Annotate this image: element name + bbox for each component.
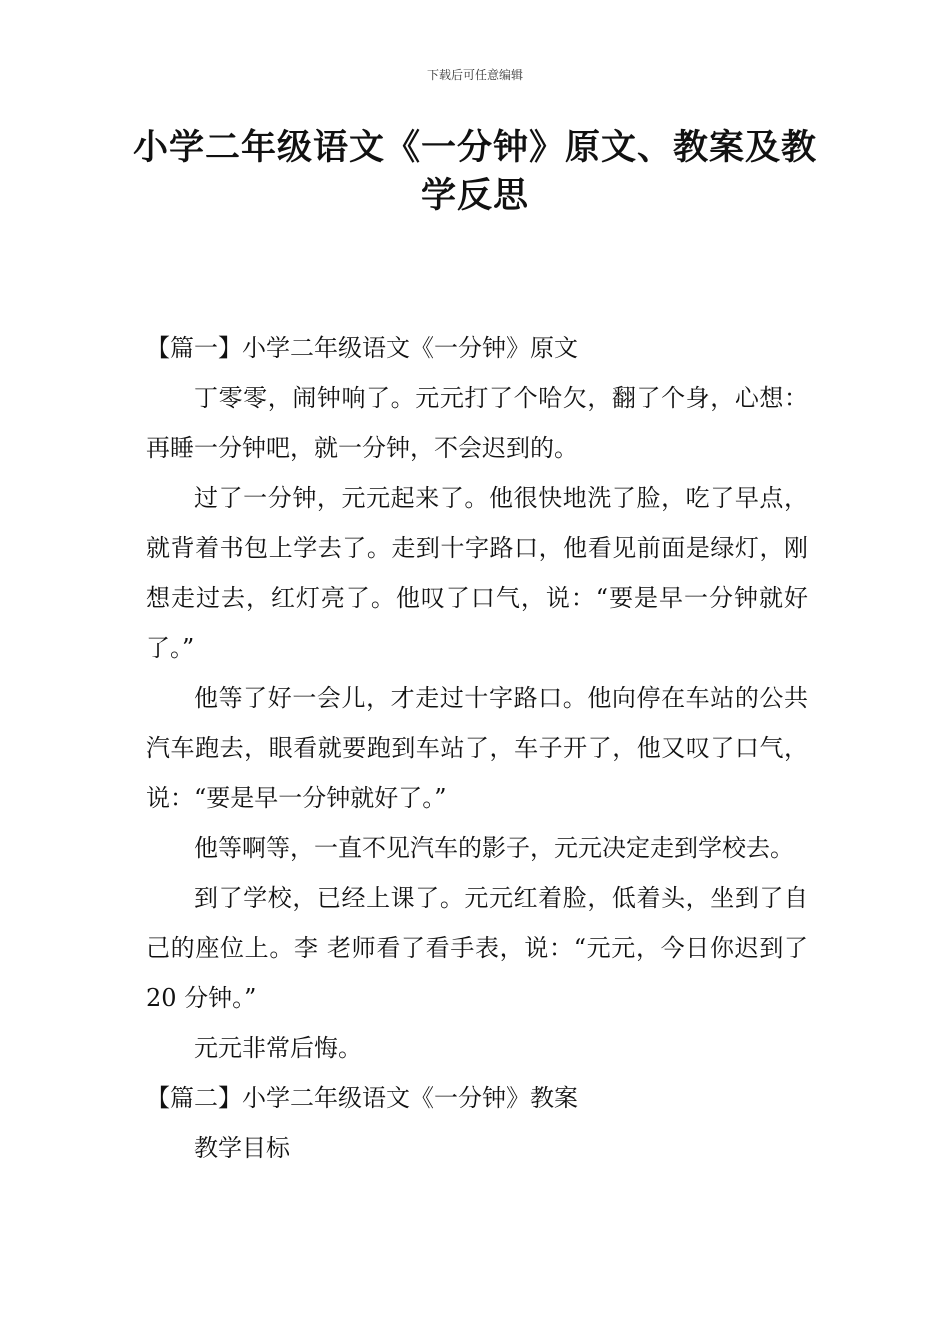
- paragraph: 过了一分钟，元元起来了。他很快地洗了脸，吃了早点，就背着书包上学去了。走到十字路口，他看见前面是绿灯，刚想走过去，红灯亮了。他叹了口气，说：“要是早一分钟就好了。”: [146, 484, 808, 662]
- paragraph: 到了学校，已经上课了。元元红着脸，低着头，坐到了自己的座位上。李 老师看了看手表，说：“元元，今日你迟到了 20 分钟。”: [146, 884, 808, 1012]
- paragraph: 丁零零，闹钟响了。元元打了个哈欠，翻了个身，心想：再睡一分钟吧，就一分钟，不会迟到的。: [146, 384, 808, 462]
- header-note: 下载后可任意编辑: [426, 68, 523, 82]
- paragraph: 教学目标: [194, 1134, 290, 1162]
- paragraph: 他等啊等，一直不见汽车的影子，元元决定走到学校去。: [194, 834, 794, 862]
- document-title: 小学二年级语文《一分钟》原文、教案及教学反思: [132, 128, 817, 216]
- paragraph: 他等了好一会儿，才走过十字路口。他向停在车站的公共汽车跑去，眼看就要跑到车站了，车子开了，他又叹了口气，说：“要是早一分钟就好了。”: [146, 684, 808, 812]
- section-heading: 【篇一】小学二年级语文《一分钟》原文: [146, 334, 578, 362]
- section-heading: 【篇二】小学二年级语文《一分钟》教案: [146, 1084, 578, 1112]
- document-body: [146, 323, 808, 1173]
- paragraph: 元元非常后悔。: [194, 1034, 362, 1062]
